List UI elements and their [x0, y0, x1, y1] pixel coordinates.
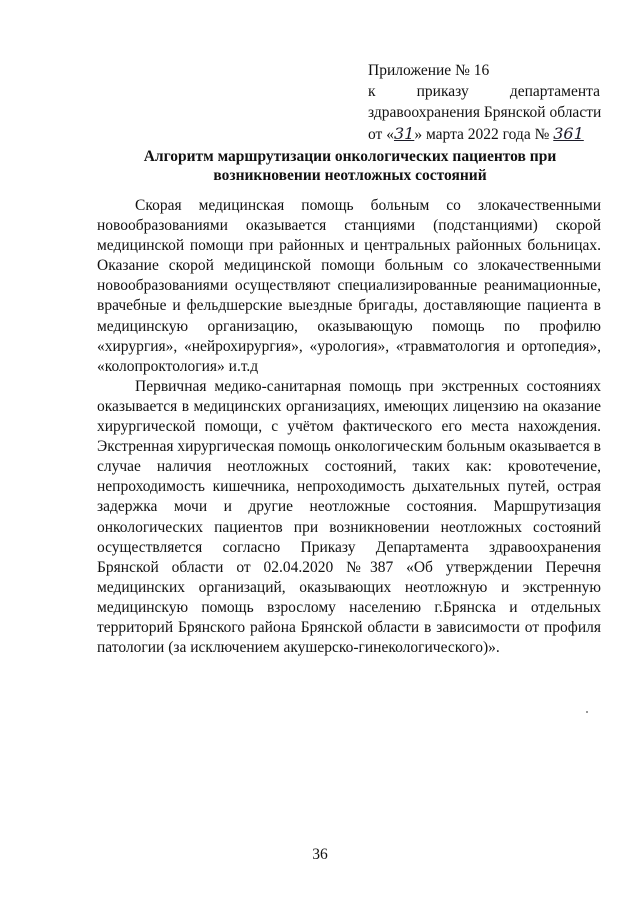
page-number: 36: [312, 846, 328, 863]
appendix-number: Приложение № 16: [368, 62, 490, 79]
document-title-line-2: возникновении неотложных состояний: [213, 167, 487, 184]
appendix-order-line: [368, 81, 600, 102]
appendix-date-prefix: от «: [368, 126, 394, 143]
handwritten-order-number: 361: [553, 124, 584, 143]
appendix-order-prep: к: [368, 83, 376, 100]
handwritten-day: 31: [393, 124, 415, 143]
appendix-order-dept: департамента: [509, 83, 600, 100]
appendix-order-word: приказу: [416, 83, 469, 100]
document-title: [100, 147, 600, 185]
document-title-line-1: Алгоритм маршрутизации онкологических пациентов при: [143, 148, 557, 165]
appendix-header: [368, 60, 600, 145]
document-body: [97, 196, 601, 658]
appendix-date-mid: » марта 2022 года №: [414, 126, 550, 143]
paragraph-primary-care: Первичная медико-санитарная помощь при экстренных состояниях оказывается в медицинских организациях, имеющих лицензию на оказание хирургической помощи, с учётом фактического его места нахождения. Экстренная хирургическая помощь онкологическим больным оказывается в случае наличия неотложных состояний, таких как: кровотечение, непроходимость кишечника, непроходимость дыхательных путей, острая задержка мочи и другие неотложные состояния. Маршрутизация онкологических пациентов при возникновении неотложных состояний осуществляется согласно Приказу Департамента здравоохранения Брянской области от 02.04.2020 №387 «Об утверждении Перечня медицинских организаций, оказывающих неотложную и экстренную медицинскую помощь взрослому населению г.Брянска и отдельных территорий Брянского района Брянской области в зависимости от профиля патологии (за исключением акушерско-гинекологического)».: [97, 377, 601, 657]
appendix-date-line: [368, 123, 600, 145]
appendix-department: здравоохранения Брянской области: [368, 104, 602, 121]
scan-speck: [586, 711, 588, 713]
paragraph-ambulance: Скорая медицинская помощь больным со злокачественными новообразованиями оказывается станциями (подстанциями) скорой медицинской помощи при районных и центральных районных больницах. Оказание скорой медицинской помощи больным со злокачественными новообразованиями осуществляют специализированные реанимационные, врачебные и фельдшерские выездные бригады, доставляющие пациента в медицинскую организацию, оказывающую помощь по профилю «хирургия», «нейрохирургия», «урология», «травматология и ортопедия», «колопроктология» и.т.д: [97, 197, 601, 375]
